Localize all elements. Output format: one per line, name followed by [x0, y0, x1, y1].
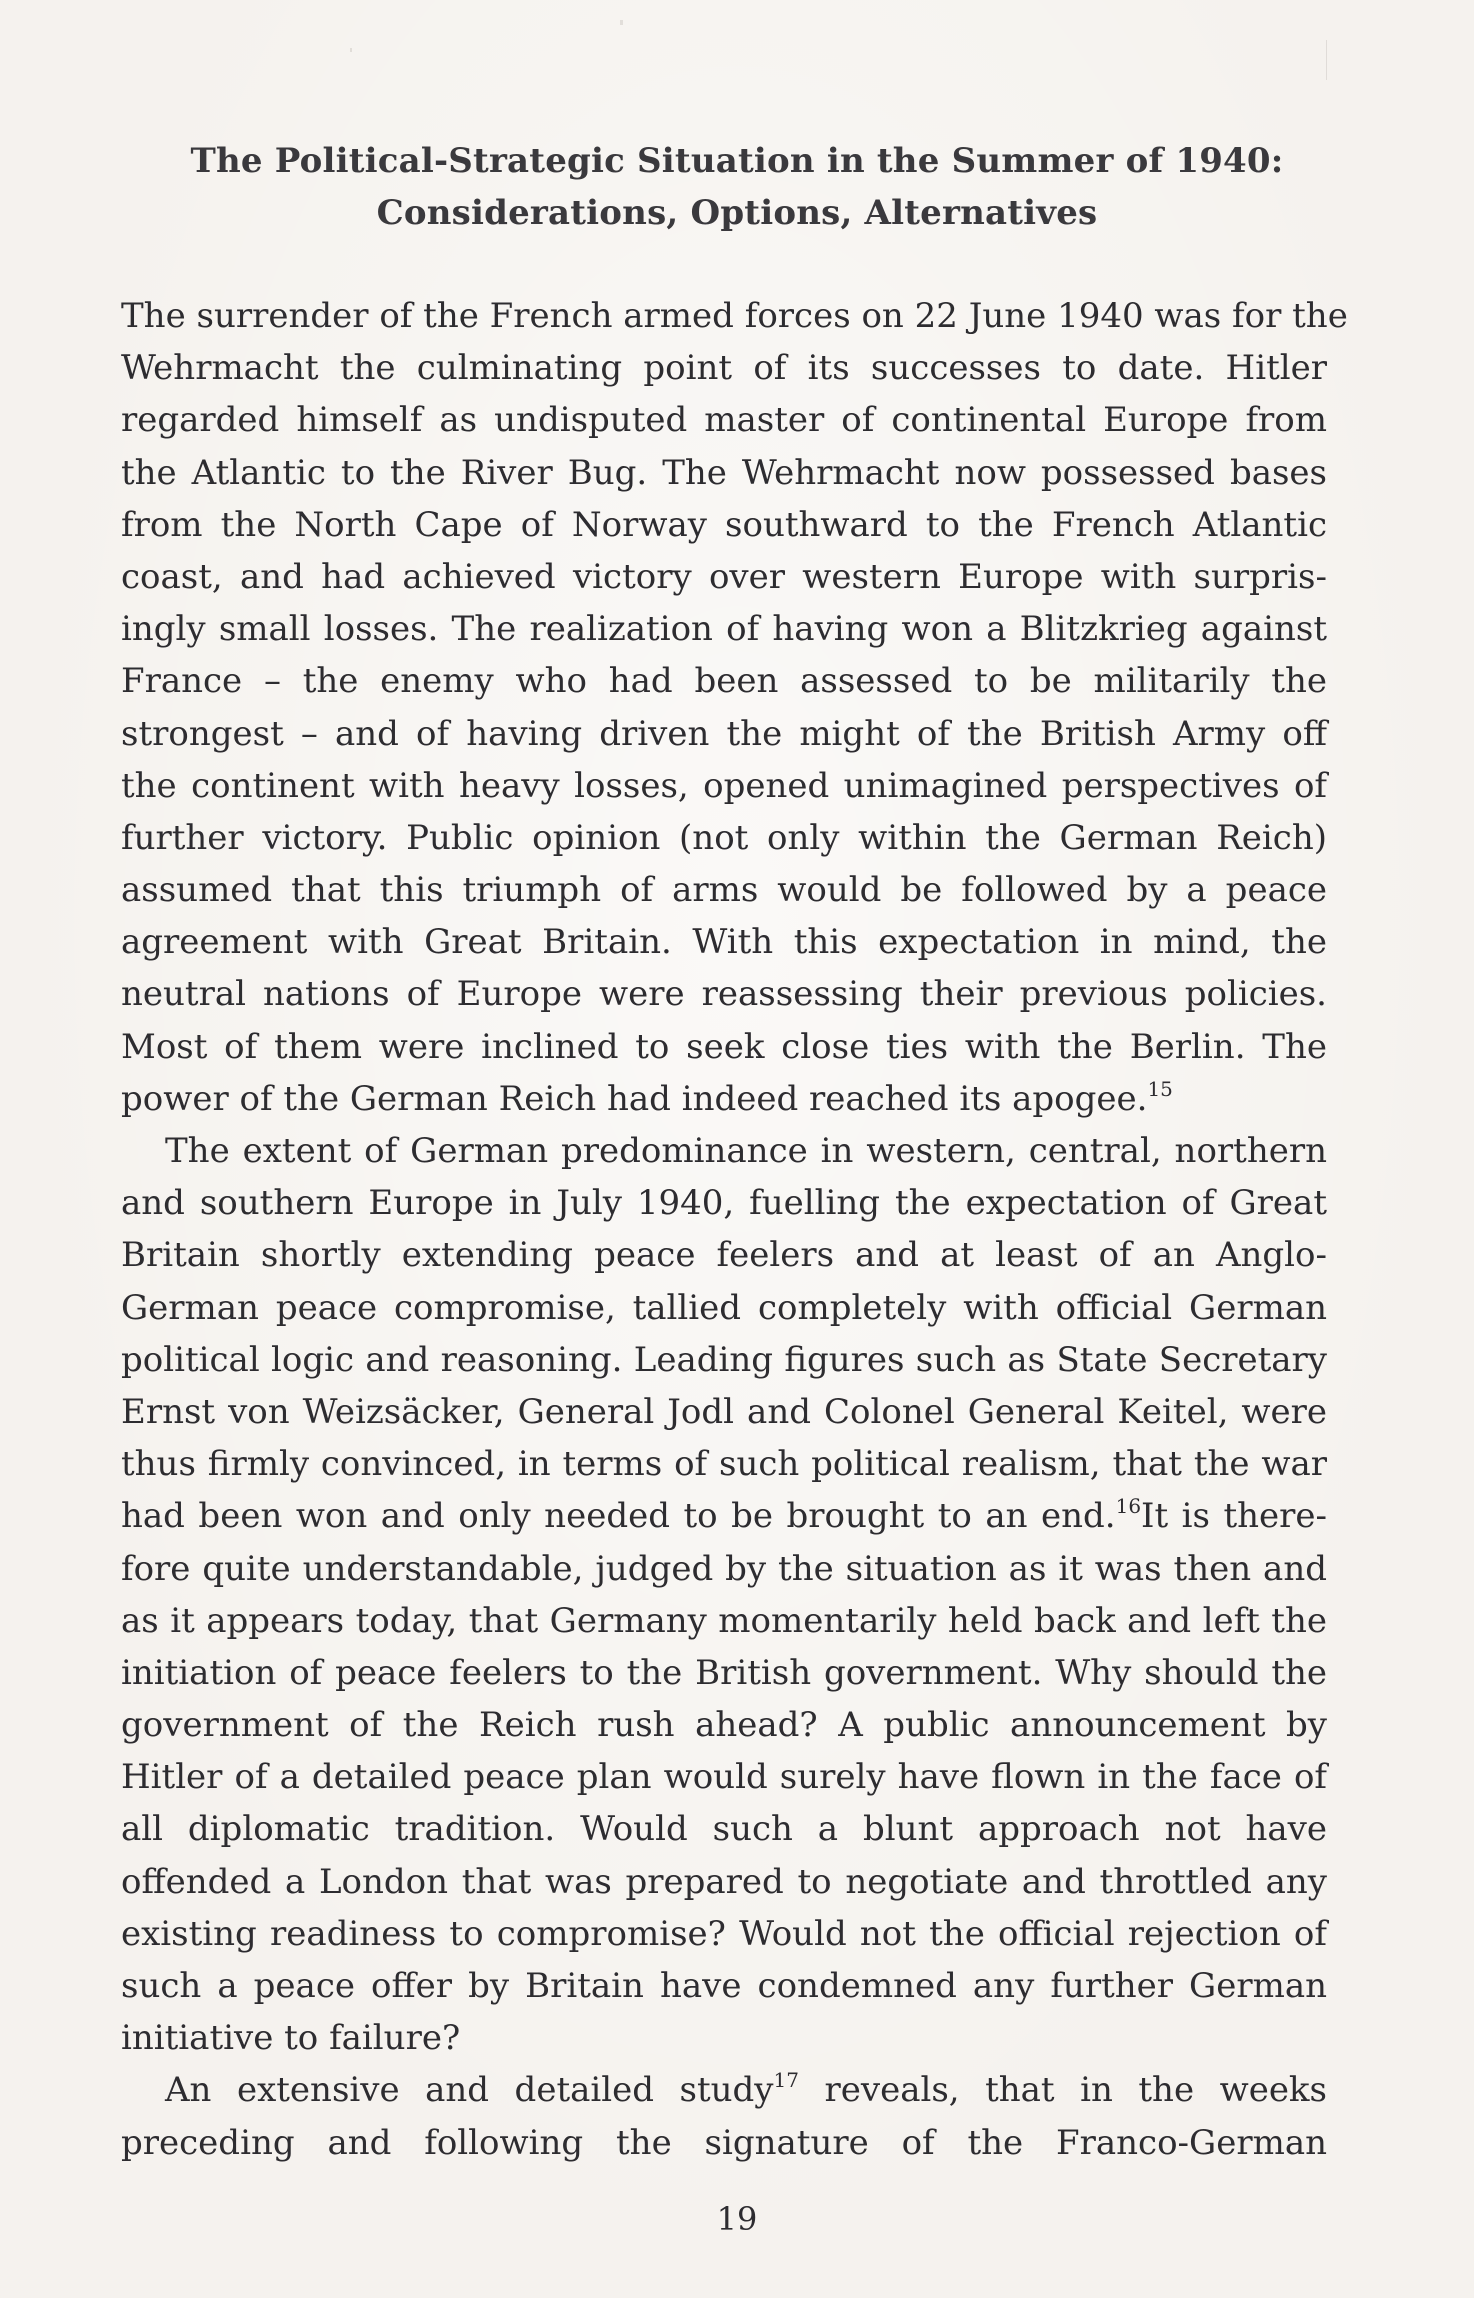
text-line: as it appears today, that Germany momentarily held back and left the — [121, 1600, 1327, 1641]
text-line — [121, 1490, 1327, 1542]
chapter-title — [120, 135, 1354, 239]
text-line: and southern Europe in July 1940, fuelling the expectation of Great — [121, 1183, 1327, 1224]
chapter-title-line-1: The Political-Strategic Situation in the Summer of 1940: — [190, 141, 1284, 181]
text-line: Britain shortly extending peace feelers and at least of an Anglo- — [121, 1235, 1327, 1276]
text-line: The surrender of the French armed forces on 22 June 1940 was for the — [121, 296, 1348, 336]
text-line: neutral nations of Europe were reassessing their previous policies. — [121, 974, 1327, 1015]
text-line: further victory. Public opinion (not only within the German Reich) — [121, 817, 1327, 858]
text-line: offended a London that was prepared to negotiate and throttled any — [121, 1861, 1327, 1902]
scan-line — [1326, 40, 1327, 80]
text-fragment: had been won and only needed to be brought to an end. — [121, 1496, 1116, 1537]
text-line: all diplomatic tradition. Would such a blunt approach not have — [121, 1809, 1327, 1850]
text-line: German peace compromise, tallied completely with official German — [121, 1287, 1327, 1328]
text-line: thus firmly convinced, in terms of such political realism, that the war — [121, 1444, 1327, 1485]
text-fragment: power of the German Reich had indeed reached its apogee. — [121, 1078, 1148, 1119]
text-line: agreement with Great Britain. With this expectation in mind, the — [121, 922, 1327, 963]
text-line: France – the enemy who had been assessed to be militarily the — [121, 661, 1327, 702]
text-line: government of the Reich rush ahead? A public announcement by — [121, 1705, 1327, 1746]
scan-speck — [620, 20, 623, 25]
text-fragment: reveals, that in the weeks — [824, 2070, 1327, 2111]
text-line: the continent with heavy losses, opened unimagined perspectives of — [121, 765, 1327, 806]
text-line — [121, 2064, 1327, 2116]
chapter-title-line-2: Considerations, Options, Alternatives — [376, 193, 1098, 233]
text-line: from the North Cape of Norway southward to the French Atlantic — [121, 504, 1327, 545]
footnote-marker: 15 — [1147, 1076, 1173, 1101]
text-line: the Atlantic to the River Bug. The Wehrmacht now possessed bases — [121, 452, 1327, 493]
text-line: Ernst von Weizsäcker, General Jodl and Colonel General Keitel, were — [121, 1391, 1327, 1432]
text-line: preceding and following the signature of the Franco-German — [121, 2122, 1327, 2163]
text-line: Wehrmacht the culminating point of its successes to date. Hitler — [121, 348, 1327, 389]
text-fragment: An extensive and detailed study — [165, 2070, 774, 2111]
text-line: assumed that this triumph of arms would be followed by a peace — [121, 870, 1327, 911]
text-line: fore quite understandable, judged by the situation as it was then and — [121, 1548, 1327, 1589]
text-line: strongest – and of having driven the might of the British Army off — [121, 713, 1327, 754]
text-line: initiative to failure? — [121, 2018, 461, 2059]
footnote-marker: 16 — [1115, 1494, 1142, 1519]
text-line: regarded himself as undisputed master of continental Europe from — [121, 400, 1327, 441]
page-number: 19 — [716, 2200, 758, 2238]
text-fragment: It is there- — [1141, 1496, 1328, 1537]
text-line: existing readiness to compromise? Would not the official rejection of — [121, 1913, 1327, 1954]
text-line: The extent of German predominance in western, central, northern — [165, 1131, 1327, 1171]
text-line: such a peace offer by Britain have condemned any further German — [121, 1966, 1327, 2006]
text-line: Hitler of a detailed peace plan would surely have flown in the face of — [121, 1757, 1327, 1798]
text-line: coast, and had achieved victory over western Europe with surpris- — [121, 556, 1327, 597]
text-line: initiation of peace feelers to the British government. Why should the — [121, 1652, 1327, 1693]
text-line: Most of them were inclined to seek close ties with the Berlin. The — [121, 1026, 1327, 1067]
scan-speck — [350, 48, 352, 52]
body-text — [121, 290, 1348, 2169]
text-line: ingly small losses. The realization of having won a Blitzkrieg against — [121, 609, 1327, 650]
text-line — [121, 1073, 1327, 1125]
footnote-marker: 17 — [773, 2068, 799, 2093]
text-line: political logic and reasoning. Leading figures such as State Secretary — [121, 1339, 1327, 1380]
